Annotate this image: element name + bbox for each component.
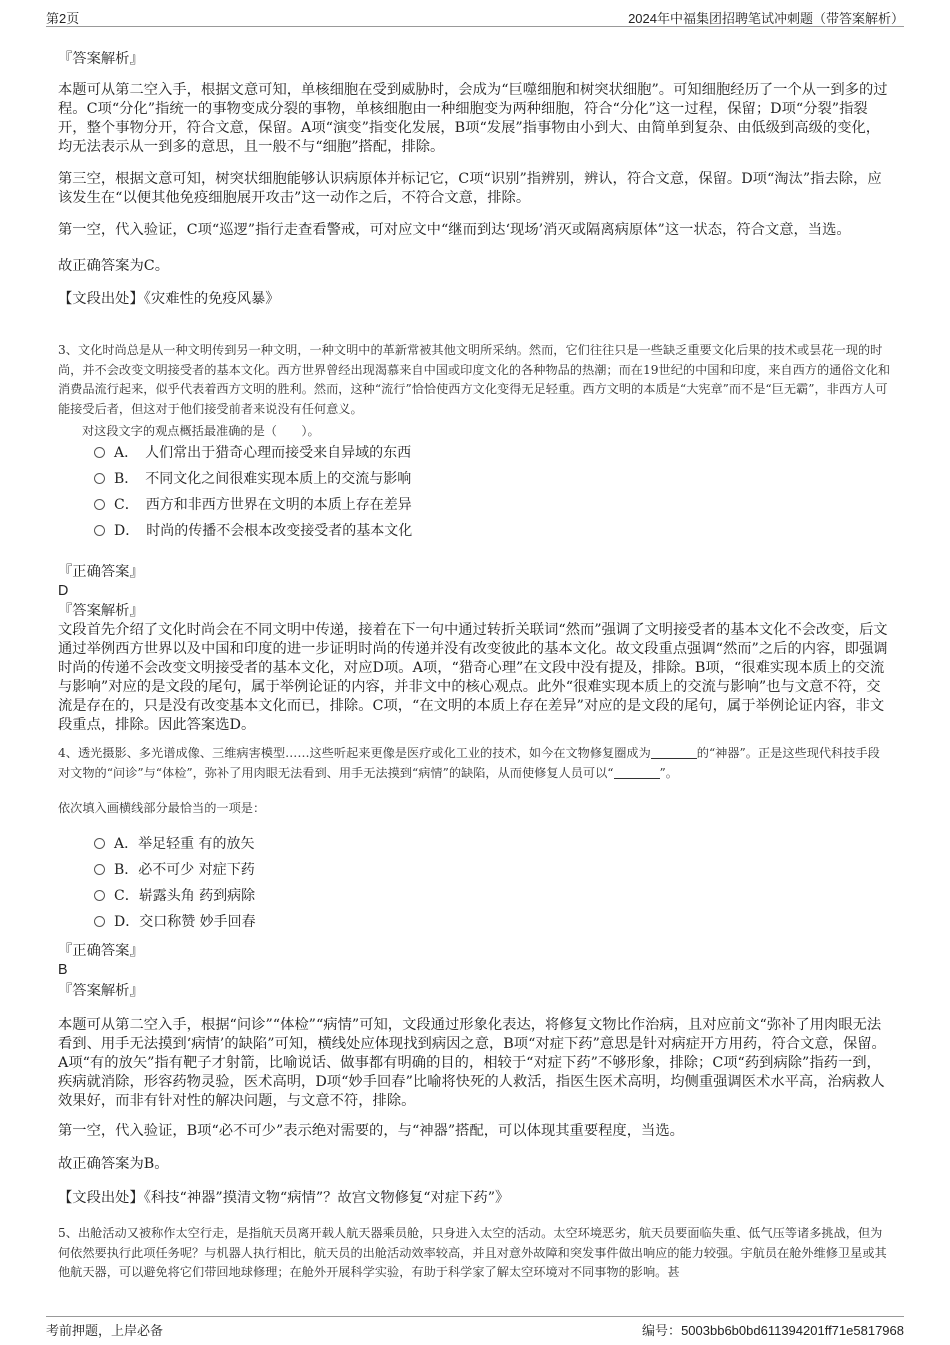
- q3-question: 对这段文字的观点概括最准确的是（ ）。: [82, 424, 320, 438]
- radio-button[interactable]: [94, 447, 105, 458]
- q4-option-c[interactable]: C．崭露头角 药到病除: [94, 886, 255, 906]
- radio-button[interactable]: [94, 916, 105, 927]
- fill-blank-2[interactable]: [614, 766, 660, 779]
- q3-option-a[interactable]: A． 人们常出于猎奇心理而接受来自异域的东西: [94, 443, 411, 463]
- q5-stem: 5、出舱活动又被称作太空行走，是指航天员离开载人航天器乘员舱，只身进入太空的活动。太空环境恶劣，航天员要面临失重、低气压等诸多挑战，但为何依然要执行此项任务呢？与机器人执行相比，航天员的出舱活动效率较高，并且对意外故障和突发事件做出响应的能力较强。宇航员在舱外维修卫星或其他航天器，可以避免将它们带回地球修理；在舱外开展科学实验，有助于科学家了解太空环境对不同事物的影响。甚: [58, 1226, 887, 1279]
- doc-code: 编号：5003bb6b0bd611394201ff71e5817968: [642, 1323, 904, 1339]
- q3-answer: D: [58, 583, 69, 599]
- q2-analysis-label: 『答案解析』: [58, 51, 144, 67]
- page-header: [46, 8, 904, 27]
- q4-answer: B: [58, 962, 68, 978]
- q3-analysis-label: 『答案解析』: [58, 603, 144, 619]
- q3-analysis: 文段首先介绍了文化时尚会在不同文明中传递，接着在下一句中通过转折关联词“然而”强调了文明接受者的基本文化不会改变，后文通过举例西方世界以及中国和印度的进一步证明时尚的传递并没有改变彼此的基本文化。故文段重点强调“然而”之后的内容，即强调时尚的传递不会改变文明接受者的基本文化，对应D项。A项，“猎奇心理”在文段中没有提及，排除。B项，“很难实现本质上的交流与影响”对应的是文段的尾句，属于举例论证的内容，并非文中的核心观点。此外“很难实现本质上的交流与影响”也与文意不符，交流是存在的，只是没有改变基本文化而已，排除。C项，“在文明的本质上存在差异”对应的是文段的尾句，属于举例论证内容，非文段重点，排除。因此答案选D。: [58, 622, 888, 733]
- q3-stem: 3、文化时尚总是从一种文明传到另一种文明，一种文明中的革新常被其他文明所采纳。然而，它们往往只是一些缺乏重要文化后果的技术或昙花一现的时尚，并不会改变文明接受者的基本文化。西方世界曾经出现渴慕来自中国或印度文化的各种物品的热潮；而在19世纪的中国和印度，来自西方的通俗文化和消费品流行起来，似乎代表着西方文明的胜利。然而，这种“流行”恰恰使西方文化变得无足轻重。西方文明的本质是“大宪章”而不是“巨无霸”，非西方人可能接受后者，但这对于他们接受前者来说没有任何意义。: [58, 343, 891, 416]
- q4-analysis-p1: 本题可从第二空入手，根据“问诊”“体检”“病情”可知，文段通过形象化表达，将修复文物比作治病，且对应前文“弥补了用肉眼无法看到、用手无法摸到‘病情’的缺陷”可知，横线处应体现找到病因之意，B项“对症下药”意思是针对病症开方用药，符合文意，保留。A项“有的放矢”指有靶子才射箭，比喻说话、做事都有明确的目的，相较于“对症下药”不够形象，排除；C项“药到病除”指药一到，疾病就消除，形容药物灵验，医术高明，D项“妙手回春”比喻将快死的人救活，指医生医术高明，均侧重强调医术水平高，治病救人效果好，而非有针对性的解决问题，与文意不符，排除。: [58, 1017, 886, 1109]
- radio-button[interactable]: [94, 473, 105, 484]
- q4-analysis-label: 『答案解析』: [58, 983, 144, 999]
- q4-answer-label: 『正确答案』: [58, 943, 144, 959]
- q3-option-b[interactable]: B． 不同文化之间很难实现本质上的交流与影响: [94, 469, 411, 489]
- q4-question: 依次填入画横线部分最恰当的一项是：: [58, 801, 266, 815]
- q4-option-d[interactable]: D．交口称赞 妙手回春: [94, 912, 256, 932]
- radio-button[interactable]: [94, 499, 105, 510]
- fill-blank-1[interactable]: [651, 746, 697, 759]
- q4-analysis-p2: 第一空，代入验证，B项“必不可少”表示绝对需要的，与“神器”搭配，可以体现其重要程度，当选。: [58, 1123, 684, 1139]
- radio-button[interactable]: [94, 525, 105, 536]
- q3-option-d[interactable]: D． 时尚的传播不会根本改变接受者的基本文化: [94, 521, 412, 541]
- q4-conclusion: 故正确答案为B。: [58, 1156, 169, 1172]
- q2-analysis-p1: 本题可从第二空入手，根据文意可知，单核细胞在受到威胁时，会成为“巨噬细胞和树突状细胞”。可知细胞经历了一个从一到多的过程。C项“分化”指统一的事物变成分裂的事物，单核细胞由一种细胞变为两种细胞，符合“分化”这一过程，保留；D项“分裂”指裂开，整个事物分开，符合文意，保留。A项“演变”指变化发展，B项“发展”指事物由小到大、由简单到复杂、由低级到高级的变化，均无法表示从一到多的意思，且一般不与“细胞”搭配，排除。: [58, 82, 888, 155]
- radio-button[interactable]: [94, 890, 105, 901]
- q2-source: 【文段出处】《灾难性的免疫风暴》: [58, 291, 280, 307]
- footer-slogan: 考前押题，上岸必备: [46, 1324, 164, 1339]
- q2-conclusion: 故正确答案为C。: [58, 258, 170, 274]
- q2-analysis-p2: 第三空，根据文意可知，树突状细胞能够认识病原体并标记它，C项“识别”指辨别，辨认，符合文意，保留。D项“淘汰”指去除，应该发生在“以便其他免疫细胞展开攻击”这一动作之后，不符合文意，排除。: [58, 171, 882, 206]
- radio-button[interactable]: [94, 864, 105, 875]
- doc-title: 2024年中福集团招聘笔试冲刺题（带答案解析）: [628, 11, 904, 26]
- q4-source: 【文段出处】《科技“神器”摸清文物“病情”？故宫文物修复“对症下药”》: [58, 1190, 510, 1206]
- q4-option-b[interactable]: B．必不可少 对症下药: [94, 860, 255, 880]
- q3-answer-label: 『正确答案』: [58, 564, 144, 580]
- q2-analysis-p3: 第一空，代入验证，C项“巡逻”指行走查看警戒，可对应文中“继而到达‘现场’消灭或隔离病原体”这一状态，符合文意，当选。: [58, 222, 851, 238]
- radio-button[interactable]: [94, 838, 105, 849]
- q3-option-c[interactable]: C． 西方和非西方世界在文明的本质上存在差异: [94, 495, 412, 515]
- page-footer: [46, 1316, 904, 1337]
- q4-option-a[interactable]: A．举足轻重 有的放矢: [94, 834, 255, 854]
- page-number: 第2页: [46, 11, 80, 26]
- q4-stem: 4、透光摄影、多光谱成像、三维病害模型……这些听起来更像是医疗或化工业的技术，如今在文物修复圈成为 的“神器”。正是这些现代科技手段对文物的“问诊”与“体检”，弥补了用肉眼无法看到、用手无法摸到“病情”的缺陷，从而使修复人员可以“ ”。: [58, 746, 880, 780]
